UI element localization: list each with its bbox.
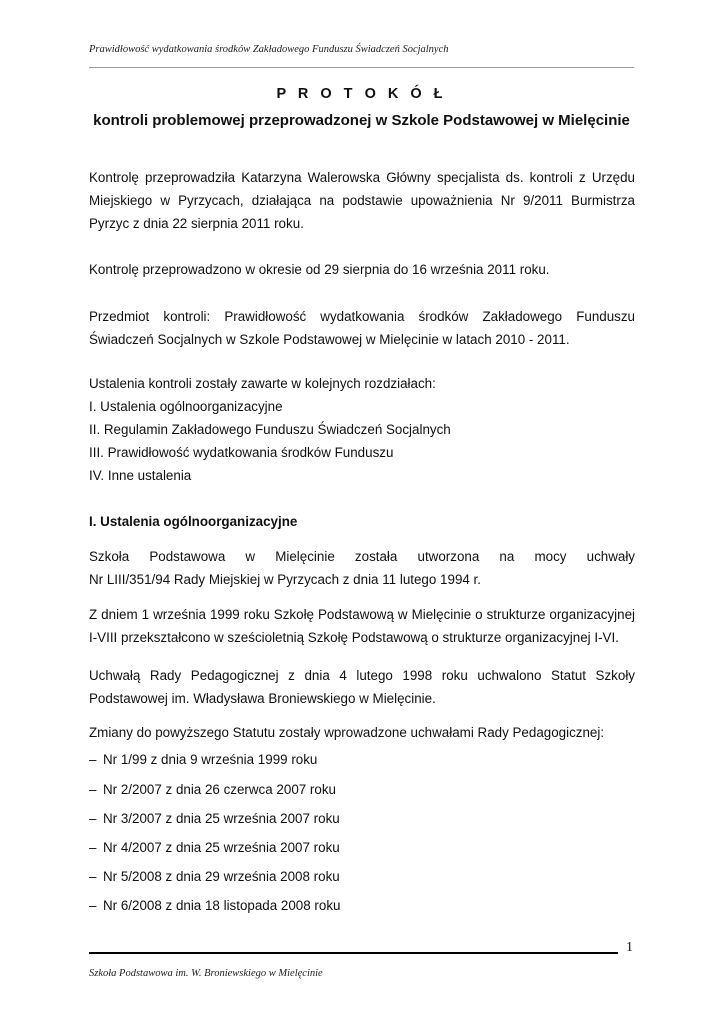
intro-paragraph-subject: Przedmiot kontroli: Prawidłowość wydatkowania środków Zakładowego Funduszu Świadczeń Socjalnych w Szkole Podstawowej w Mielęcinie w latach 2010 - 2011. [89,309,635,347]
document-title: P R O T O K Ó Ł [276,86,447,102]
running-footer: Szkoła Podstawowa im. W. Broniewskiego w Mielęcinie [89,968,323,979]
dash-bullet: – [89,840,97,855]
resolution-text: Nr 6/2008 z dnia 18 listopada 2008 roku [103,898,341,913]
dash-bullet: – [89,869,97,884]
dash-bullet: – [89,898,97,913]
chapter-item: IV. Inne ustalenia [89,468,192,483]
header-rule [89,67,634,68]
page-number: 1 [626,940,633,955]
intro-paragraph-period: Kontrolę przeprowadzono w okresie od 29 sierpnia do 16 września 2011 roku. [89,262,550,277]
section1-paragraph-restructure: Z dniem 1 września 1999 roku Szkołę Podstawową w Mielęcinie o strukturze organizacyjnej I-VIII przekształcono w sześcioletnią Szkołę Podstawową o strukturze organizacyjnej I-VI. [89,607,635,645]
section1-paragraph-founding-line1: Szkoła Podstawowa w Mielęcinie została utworzona na mocy uchwały [89,549,635,564]
running-header: Prawidłowość wydatkowania środków Zakładowego Funduszu Świadczeń Socjalnych [89,44,449,55]
resolution-list-item [89,869,340,884]
resolution-text: Nr 4/2007 z dnia 25 września 2007 roku [103,840,340,855]
chapter-item: II. Regulamin Zakładowego Funduszu Świadczeń Socjalnych [89,422,451,437]
resolution-text: Nr 2/2007 z dnia 26 czerwca 2007 roku [103,782,336,797]
section-heading: I. Ustalenia ogólnoorganizacyjne [89,514,298,529]
dash-bullet: – [89,811,97,826]
section1-paragraph-founding-line2: Nr LIII/351/94 Rady Miejskiej w Pyrzycach z dnia 11 lutego 1994 r. [89,572,481,587]
section1-paragraph-amendments: Zmiany do powyższego Statutu zostały wprowadzone uchwałami Rady Pedagogicznej: [89,725,605,740]
resolution-list-item [89,898,340,913]
resolution-text: Nr 5/2008 z dnia 29 września 2008 roku [103,869,340,884]
section1-paragraph-statute: Uchwałą Rady Pedagogicznej z dnia 4 lutego 1998 roku uchwalono Statut Szkoły Podstawowej im. Władysława Broniewskiego w Mielęcinie. [89,668,635,706]
chapter-item: III. Prawidłowość wydatkowania środków Funduszu [89,445,394,460]
resolution-list-item [89,840,340,855]
resolution-list-item [89,782,336,797]
footer-rule [89,952,618,954]
document-subtitle: kontroli problemowej przeprowadzonej w Szkole Podstawowej w Mielęcinie [93,112,630,129]
dash-bullet: – [89,752,97,767]
resolution-list-item [89,752,317,767]
resolution-text: Nr 3/2007 z dnia 25 września 2007 roku [103,811,340,826]
resolution-list-item [89,811,340,826]
resolution-text: Nr 1/99 z dnia 9 września 1999 roku [103,752,318,767]
dash-bullet: – [89,782,97,797]
chapters-intro: Ustalenia kontroli zostały zawarte w kolejnych rozdziałach: [89,376,436,391]
intro-paragraph-inspector: Kontrolę przeprowadziła Katarzyna Walerowska Główny specjalista ds. kontroli z Urzędu Miejskiego w Pyrzycach, działająca na podstawie upoważnienia Nr 9/2011 Burmistrza Pyrzyc z dnia 22 sierpnia 2011 roku. [89,170,635,231]
chapter-item: I. Ustalenia ogólnoorganizacyjne [89,399,283,414]
